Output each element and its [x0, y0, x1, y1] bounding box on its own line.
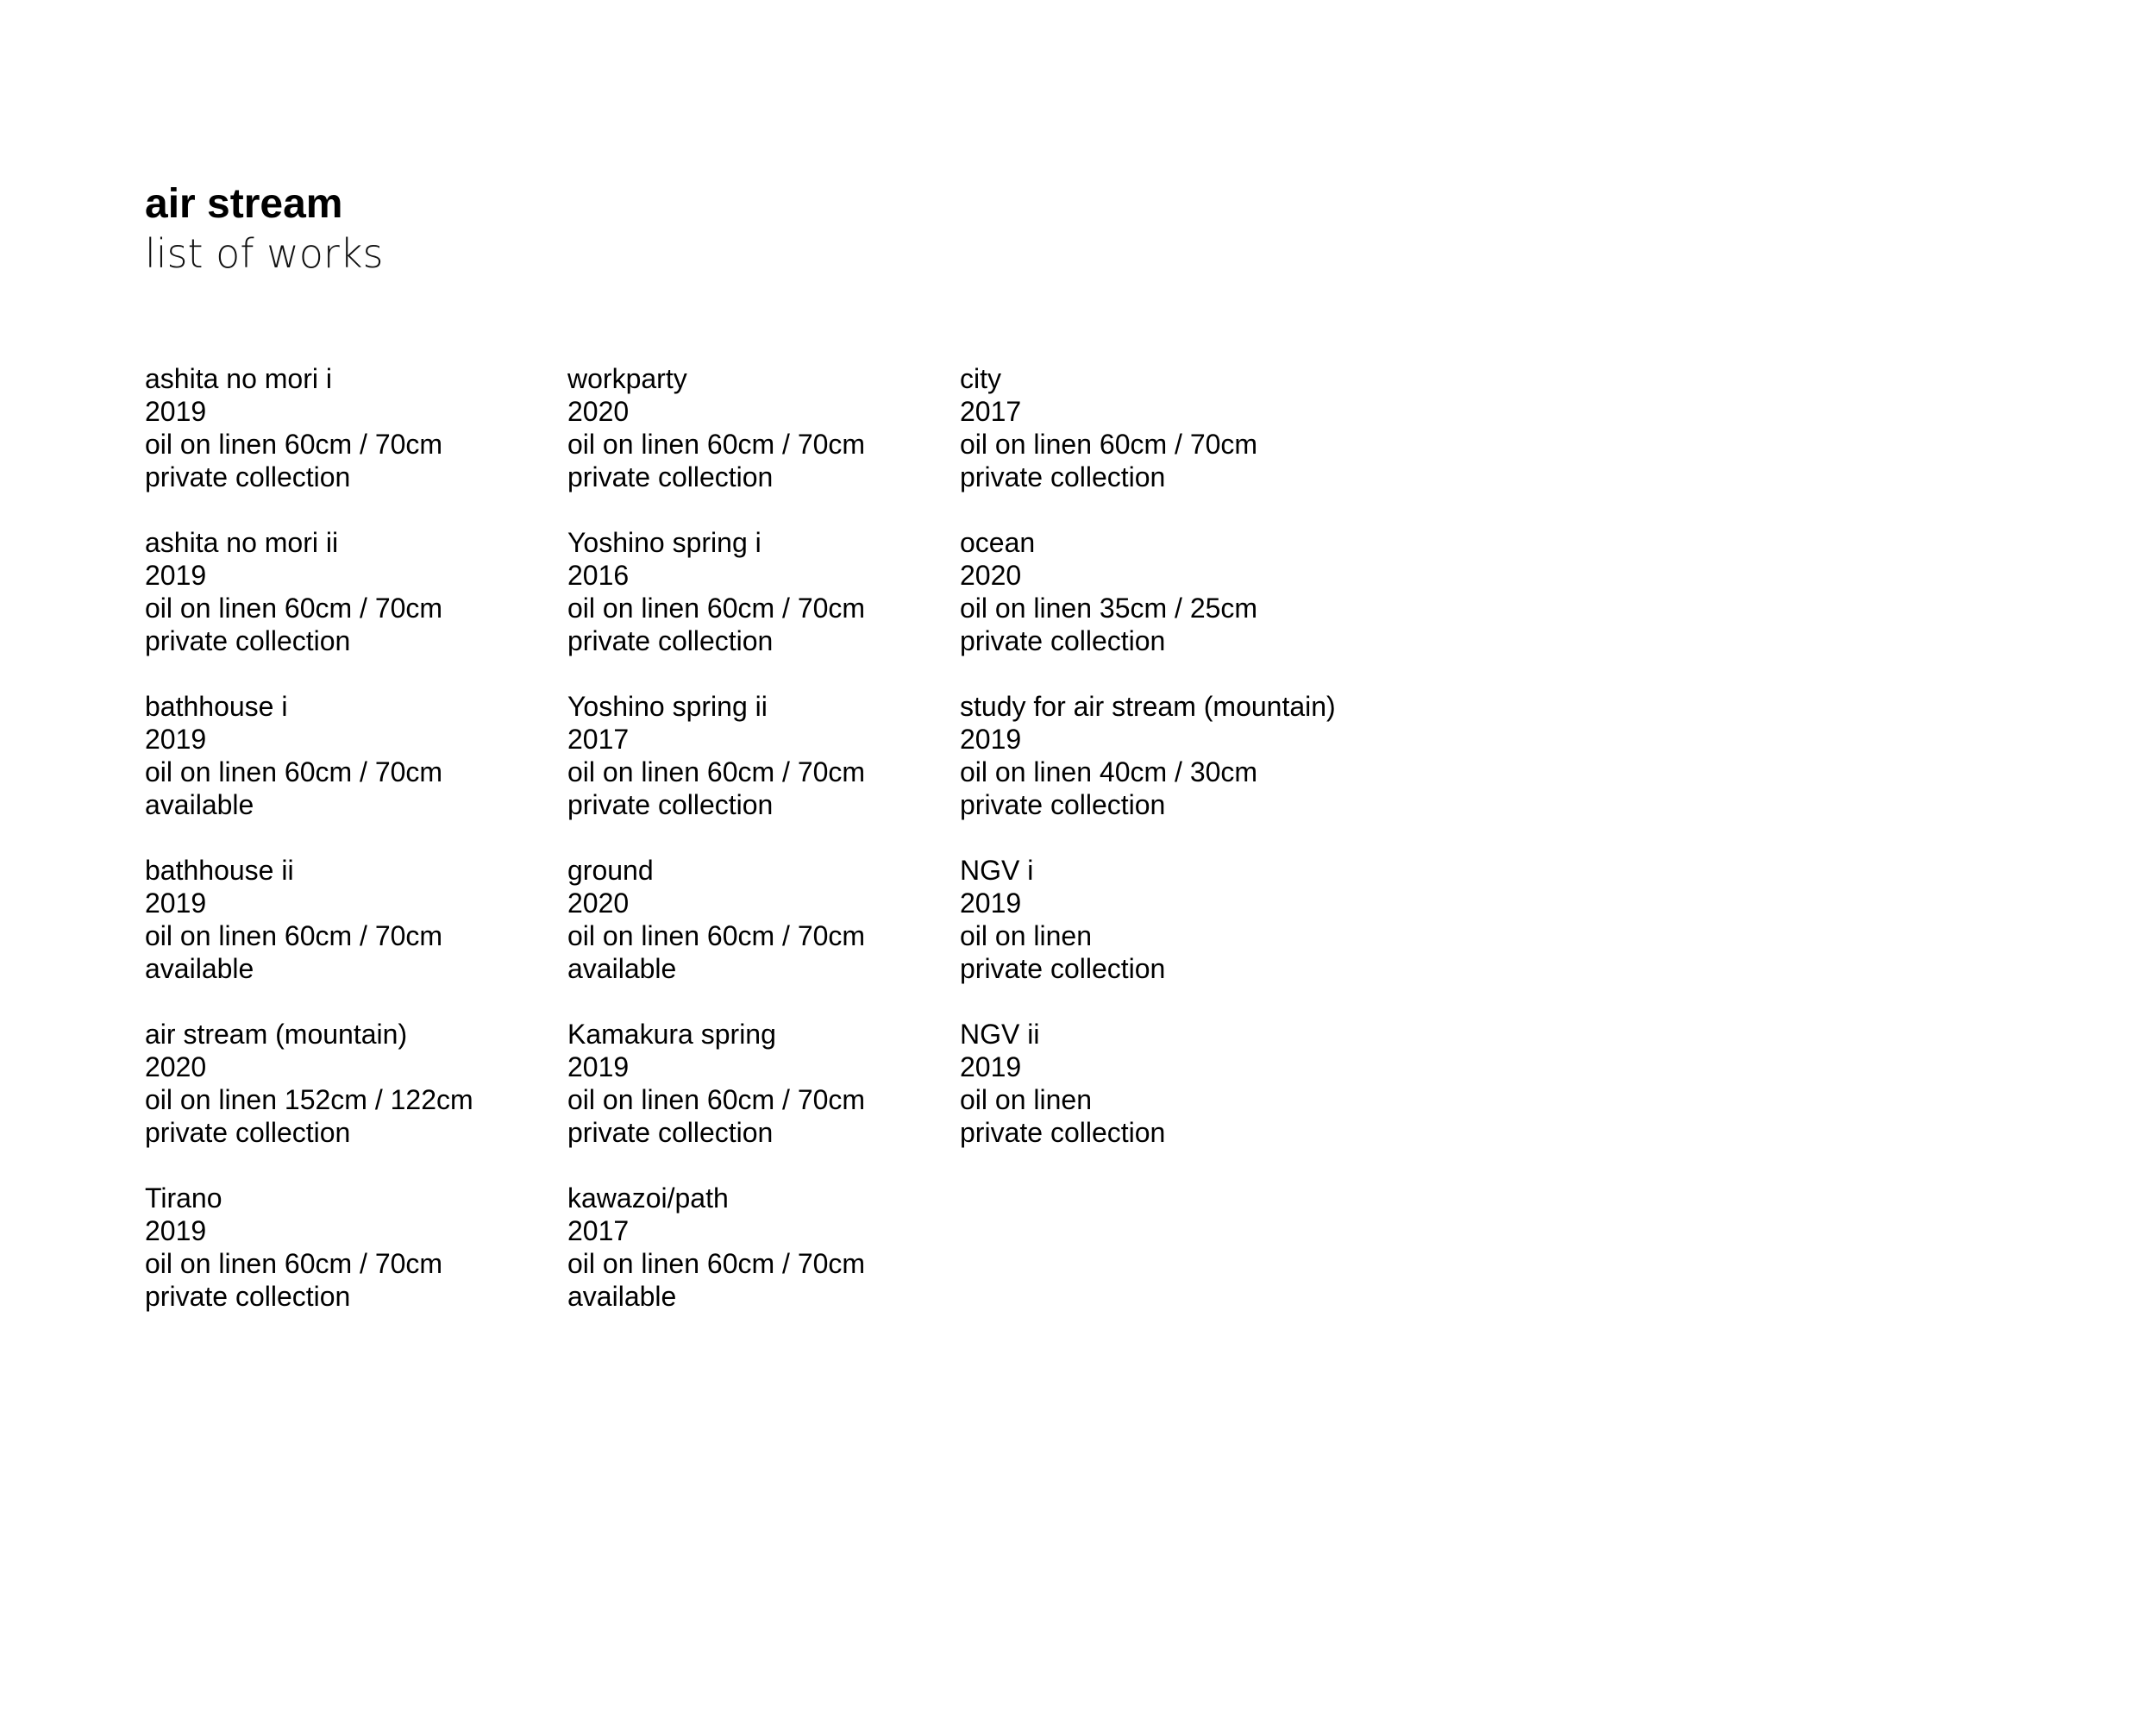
work-title: NGV i — [960, 855, 1034, 886]
work-status: private collection — [567, 1117, 774, 1148]
work-year: 2019 — [145, 1215, 207, 1246]
works-column-2 — [567, 362, 865, 1346]
work-entry — [145, 854, 473, 985]
work-title: city — [960, 363, 1001, 394]
work-entry — [960, 854, 1336, 985]
work-title: ground — [567, 855, 654, 886]
work-status: private collection — [567, 625, 774, 656]
works-column-1 — [145, 362, 473, 1346]
work-title: air stream (mountain) — [145, 1019, 408, 1050]
work-entry — [145, 1018, 473, 1149]
work-medium: oil on linen 40cm / 30cm — [960, 756, 1258, 787]
work-status: private collection — [145, 1117, 351, 1148]
work-year: 2017 — [567, 1215, 630, 1246]
work-status: private collection — [145, 1281, 351, 1312]
work-medium: oil on linen 60cm / 70cm — [960, 429, 1258, 460]
work-medium: oil on linen 152cm / 122cm — [145, 1084, 473, 1115]
work-status: private collection — [960, 1117, 1166, 1148]
work-title: NGV ii — [960, 1019, 1040, 1050]
work-entry — [567, 526, 865, 657]
work-entry — [145, 526, 473, 657]
work-status: private collection — [567, 461, 774, 492]
work-entry — [960, 1018, 1336, 1149]
work-year: 2020 — [145, 1051, 207, 1082]
work-medium: oil on linen 60cm / 70cm — [567, 1248, 866, 1279]
work-medium: oil on linen 60cm / 70cm — [567, 756, 866, 787]
work-medium: oil on linen — [960, 1084, 1092, 1115]
page-title: air stream — [145, 181, 343, 227]
work-status: private collection — [960, 625, 1166, 656]
work-entry — [567, 1182, 865, 1313]
work-title: bathhouse ii — [145, 855, 294, 886]
work-status: private collection — [145, 461, 351, 492]
work-year: 2017 — [567, 724, 630, 755]
work-entry — [960, 362, 1336, 493]
work-medium: oil on linen 35cm / 25cm — [960, 593, 1258, 624]
work-entry — [145, 1182, 473, 1313]
work-medium: oil on linen — [960, 920, 1092, 951]
work-medium: oil on linen 60cm / 70cm — [145, 1248, 443, 1279]
work-status: private collection — [960, 953, 1166, 984]
page-subtitle: list of works — [145, 230, 384, 277]
work-year: 2017 — [960, 396, 1022, 427]
work-entry — [960, 690, 1336, 821]
work-entry — [567, 854, 865, 985]
work-entry — [145, 690, 473, 821]
work-medium: oil on linen 60cm / 70cm — [145, 593, 443, 624]
work-entry — [145, 362, 473, 493]
work-status: available — [567, 1281, 677, 1312]
work-entry — [960, 526, 1336, 657]
work-title: study for air stream (mountain) — [960, 691, 1336, 722]
work-status: available — [567, 953, 677, 984]
work-year: 2019 — [145, 724, 207, 755]
work-title: workparty — [567, 363, 687, 394]
work-medium: oil on linen 60cm / 70cm — [145, 920, 443, 951]
work-medium: oil on linen 60cm / 70cm — [567, 593, 866, 624]
work-entry — [567, 690, 865, 821]
work-year: 2020 — [960, 560, 1022, 591]
work-medium: oil on linen 60cm / 70cm — [567, 1084, 866, 1115]
work-year: 2019 — [960, 724, 1022, 755]
work-status: private collection — [145, 625, 351, 656]
work-status: private collection — [960, 789, 1166, 820]
work-year: 2019 — [145, 396, 207, 427]
work-status: private collection — [960, 461, 1166, 492]
work-title: Yoshino spring ii — [567, 691, 768, 722]
work-year: 2019 — [145, 888, 207, 919]
work-title: Kamakura spring — [567, 1019, 776, 1050]
work-entry — [567, 362, 865, 493]
work-year: 2019 — [960, 888, 1022, 919]
work-status: available — [145, 789, 254, 820]
work-title: bathhouse i — [145, 691, 288, 722]
work-year: 2016 — [567, 560, 630, 591]
work-title: ashita no mori ii — [145, 527, 339, 558]
work-title: Tirano — [145, 1182, 222, 1214]
work-status: available — [145, 953, 254, 984]
document-header — [145, 179, 383, 278]
work-status: private collection — [567, 789, 774, 820]
work-year: 2019 — [960, 1051, 1022, 1082]
work-title: kawazoi/path — [567, 1182, 729, 1214]
work-title: Yoshino spring i — [567, 527, 761, 558]
work-year: 2019 — [567, 1051, 630, 1082]
work-entry — [567, 1018, 865, 1149]
work-medium: oil on linen 60cm / 70cm — [145, 429, 443, 460]
work-year: 2020 — [567, 888, 630, 919]
work-medium: oil on linen 60cm / 70cm — [567, 920, 866, 951]
work-medium: oil on linen 60cm / 70cm — [567, 429, 866, 460]
work-medium: oil on linen 60cm / 70cm — [145, 756, 443, 787]
work-year: 2020 — [567, 396, 630, 427]
work-title: ocean — [960, 527, 1036, 558]
work-title: ashita no mori i — [145, 363, 332, 394]
works-column-3 — [960, 362, 1336, 1182]
work-year: 2019 — [145, 560, 207, 591]
